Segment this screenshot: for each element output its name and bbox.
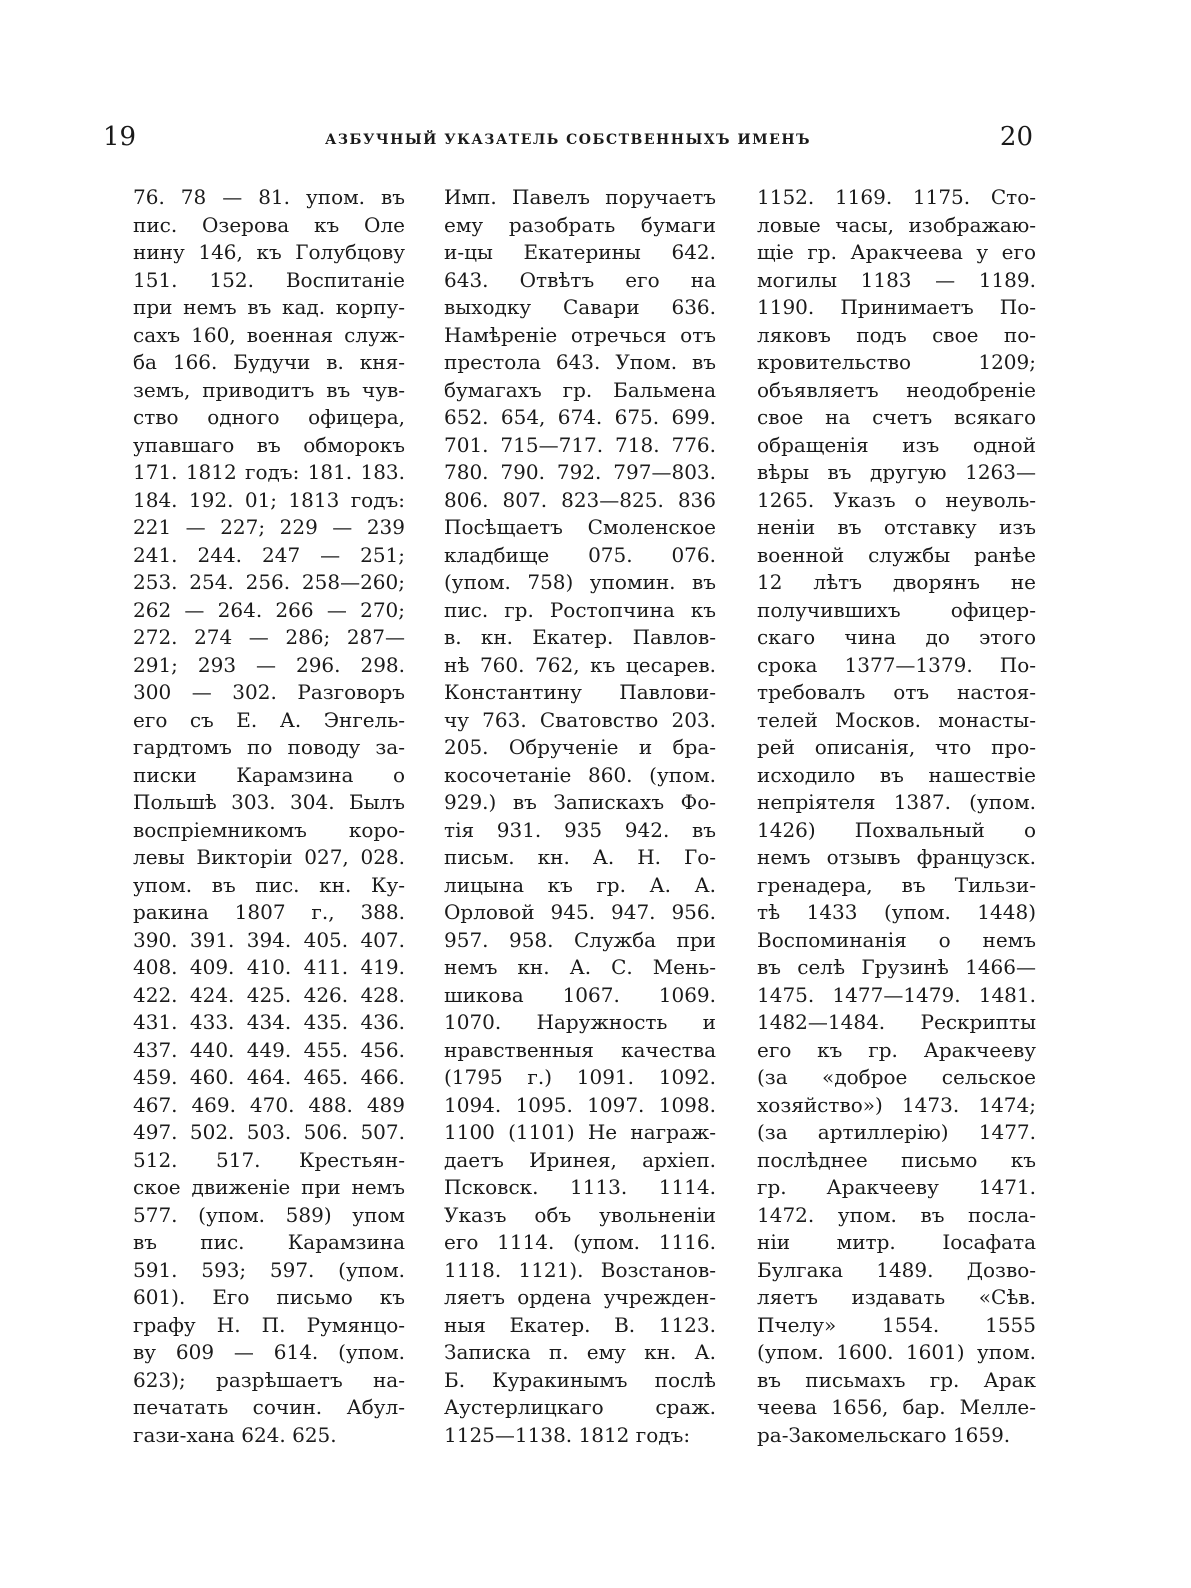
index-line: 497. 502. 503. 506. 507. <box>133 1120 405 1144</box>
index-line: 300 — 302. Разговоръ <box>133 680 405 704</box>
index-line: (за «доброе сельское <box>757 1065 1036 1089</box>
index-line: скаго чина до этого <box>757 625 1036 649</box>
index-line: 1100 (1101) Не награж- <box>444 1120 716 1144</box>
index-line: при немъ въ кад. корпу- <box>133 295 405 319</box>
index-line: 623); разрѣшаетъ на- <box>133 1367 405 1392</box>
index-line: воспріемникомъ коро- <box>133 817 405 842</box>
index-line: 643. Отвѣтъ его на <box>444 267 716 292</box>
index-line: рей описанія, что про- <box>757 735 1036 759</box>
index-line: 1426) Похвальный о <box>757 817 1036 842</box>
page-header <box>103 122 1033 162</box>
index-line: исходило въ нашествіе <box>757 762 1036 787</box>
index-line: гренадера, въ Тильзи- <box>757 872 1036 897</box>
index-line: письм. кн. А. Н. Го- <box>444 845 716 869</box>
index-line: кровительство 1209; <box>757 350 1036 374</box>
index-line: 652. 654, 674. 675. 699. <box>444 405 716 429</box>
index-line: Константину Павлови- <box>444 680 716 704</box>
index-line: левы Викторіи 027, 028. <box>133 845 405 869</box>
index-line: ву 609 — 614. (упом. <box>133 1340 405 1364</box>
index-line: ляетъ издавать «Сѣв. <box>757 1285 1036 1309</box>
index-line: его къ гр. Аракчееву <box>757 1037 1036 1062</box>
index-line: бумагахъ гр. Бальмена <box>444 377 716 402</box>
index-line: (упом. 758) упомин. въ <box>444 570 716 594</box>
index-line: ему разобрать бумаги <box>444 212 716 237</box>
index-line: чеева 1656, бар. Мелле- <box>757 1395 1036 1419</box>
index-line: 431. 433. 434. 435. 436. <box>133 1010 405 1034</box>
index-line: 1094. 1095. 1097. 1098. <box>444 1092 716 1117</box>
index-line: Указъ объ увольненіи <box>444 1202 716 1227</box>
index-line: 408. 409. 410. 411. 419. <box>133 955 405 979</box>
index-line: чу 763. Сватовство 203. <box>444 707 716 732</box>
index-line: Записка п. ему кн. А. <box>444 1340 716 1364</box>
index-line: послѣднее письмо къ <box>757 1147 1036 1172</box>
index-line: в. кн. Екатер. Павлов- <box>444 625 716 649</box>
index-line: пис. Озерова къ Оле <box>133 212 405 237</box>
index-line: тѣ 1433 (упом. 1448) <box>757 900 1036 924</box>
index-line: писки Карамзина о <box>133 762 405 787</box>
index-line: 262 — 264. 266 — 270; <box>133 597 405 622</box>
index-line: 76. 78 — 81. упом. въ <box>133 185 405 209</box>
index-line: земъ, приводитъ въ чув- <box>133 377 405 402</box>
index-line: и-цы Екатерины 642. <box>444 240 716 264</box>
index-line: Аустерлицкаго сраж. <box>444 1395 716 1419</box>
index-line: 221 — 227; 229 — 239 <box>133 515 405 539</box>
running-title: АЗБУЧНЫЙ УКАЗАТЕЛЬ СОБСТВЕННЫХЪ ИМЕНЪ <box>325 132 811 148</box>
index-line: 1475. 1477—1479. 1481. <box>757 982 1036 1007</box>
index-column-3 <box>757 184 1036 1449</box>
index-line: (упом. 1600. 1601) упом. <box>757 1340 1036 1364</box>
index-line: упавшаго въ обморокъ <box>133 432 405 457</box>
index-line: даетъ Иринея, архіеп. <box>444 1147 716 1172</box>
index-line: гардтомъ по поводу за- <box>133 735 405 759</box>
index-line: ловые часы, изображаю- <box>757 212 1036 237</box>
index-line: (за артиллерію) 1477. <box>757 1120 1036 1144</box>
index-line: обращенія изъ одной <box>757 432 1036 457</box>
index-line: получившихъ офицер- <box>757 597 1036 622</box>
index-line: нѣ 760. 762, къ цесарев. <box>444 652 716 677</box>
index-line: 422. 424. 425. 426. 428. <box>133 982 405 1007</box>
index-line: 929.) въ Запискахъ Фо- <box>444 790 716 814</box>
index-line: Булгака 1489. Дозво- <box>757 1257 1036 1282</box>
index-line: лицына къ гр. А. А. <box>444 872 716 897</box>
index-line: 1472. упом. въ посла- <box>757 1202 1036 1227</box>
index-line: Воспоминанія о немъ <box>757 927 1036 952</box>
index-line: Пчелу» 1554. 1555 <box>757 1312 1036 1337</box>
index-line: Орловой 945. 947. 956. <box>444 900 716 924</box>
index-line: 1190. Принимаетъ По- <box>757 295 1036 319</box>
index-line: нину 146, къ Голубцову <box>133 240 405 264</box>
index-line: Намѣреніе отречься отъ <box>444 322 716 347</box>
index-line: въ селѣ Грузинѣ 1466— <box>757 955 1036 979</box>
index-line: 184. 192. 01; 1813 годъ: <box>133 487 405 512</box>
index-line: гази-хана 624. 625. <box>133 1422 337 1447</box>
index-line: упом. въ пис. кн. Ку- <box>133 872 405 897</box>
index-line: Имп. Павелъ поручаетъ <box>444 185 716 209</box>
index-line: въ пис. Карамзина <box>133 1230 405 1254</box>
index-line: 577. (упом. 589) упом <box>133 1202 405 1227</box>
index-line: ракина 1807 г., 388. <box>133 900 405 924</box>
index-line: 1125—1138. 1812 годъ: <box>444 1422 691 1447</box>
index-line: 601). Его письмо къ <box>133 1285 405 1309</box>
index-line: 205. Обрученіе и бра- <box>444 735 716 759</box>
index-line: графу Н. П. Румянцо- <box>133 1312 405 1337</box>
index-line: ныя Екатер. В. 1123. <box>444 1312 716 1337</box>
index-line: 1482—1484. Рескрипты <box>757 1010 1036 1034</box>
index-line: неніи въ отставку изъ <box>757 515 1036 539</box>
index-line: его 1114. (упом. 1116. <box>444 1230 716 1254</box>
index-line: 459. 460. 464. 465. 466. <box>133 1065 405 1089</box>
index-line: 241. 244. 247 — 251; <box>133 542 405 567</box>
index-line: престола 643. Упом. въ <box>444 350 716 374</box>
index-line: ское движеніе при немъ <box>133 1175 405 1199</box>
index-line: 390. 391. 394. 405. 407. <box>133 927 405 952</box>
index-line: 1070. Наружность и <box>444 1010 716 1034</box>
index-line: вѣры въ другую 1263— <box>757 460 1036 484</box>
index-line: требовалъ отъ настоя- <box>757 680 1036 704</box>
index-line: 171. 1812 годъ: 181. 183. <box>133 460 405 484</box>
index-line: ство одного офицера, <box>133 405 405 429</box>
index-line: немъ отзывъ французск. <box>757 845 1036 869</box>
index-line: печатать сочин. Абул- <box>133 1395 405 1419</box>
index-line: военной службы ранѣе <box>757 542 1036 567</box>
index-line: 151. 152. Воспитаніе <box>133 267 405 292</box>
index-line: сахъ 160, военная служ- <box>133 322 405 347</box>
index-line: 253. 254. 256. 258—260; <box>133 570 405 594</box>
page-number-left: 19 <box>103 122 137 152</box>
index-line: телей Москов. монасты- <box>757 707 1036 732</box>
index-line: 1152. 1169. 1175. Сто- <box>757 185 1036 209</box>
index-line: Псковск. 1113. 1114. <box>444 1175 716 1199</box>
index-line: (1795 г.) 1091. 1092. <box>444 1065 716 1089</box>
index-line: косочетаніе 860. (упом. <box>444 762 716 787</box>
index-line: ляетъ ордена учрежден- <box>444 1285 716 1309</box>
index-line: свое на счетъ всякаго <box>757 405 1036 429</box>
index-line: 1118. 1121). Возстанов- <box>444 1257 716 1282</box>
index-line: ніи митр. Іосафата <box>757 1230 1036 1254</box>
index-line: 806. 807. 823—825. 836 <box>444 487 716 512</box>
index-body <box>133 184 1036 1484</box>
index-line: 701. 715—717. 718. 776. <box>444 432 716 457</box>
index-line: 12 лѣтъ дворянъ не <box>757 570 1036 594</box>
index-line: 467. 469. 470. 488. 489 <box>133 1092 405 1117</box>
index-line: выходку Савари 636. <box>444 295 716 319</box>
index-column-1 <box>133 184 405 1449</box>
index-line: шикова 1067. 1069. <box>444 982 716 1007</box>
index-line: немъ кн. А. С. Мень- <box>444 955 716 979</box>
index-line: могилы 1183 — 1189. <box>757 267 1036 292</box>
index-line: ляковъ подъ свое по- <box>757 322 1036 347</box>
index-line: ба 166. Будучи в. кня- <box>133 350 405 374</box>
index-line: въ письмахъ гр. Арак <box>757 1367 1036 1392</box>
index-column-2 <box>444 184 716 1449</box>
index-line: 512. 517. Крестьян- <box>133 1147 405 1172</box>
index-line: объявляетъ неодобреніе <box>757 377 1036 402</box>
index-line: 780. 790. 792. 797—803. <box>444 460 716 484</box>
index-line: ра-Закомельскаго 1659. <box>757 1422 1011 1447</box>
index-line: Польшѣ 303. 304. Былъ <box>133 790 405 814</box>
page-number-right: 20 <box>999 122 1033 152</box>
index-line: щіе гр. Аракчеева у его <box>757 240 1036 264</box>
index-line: 437. 440. 449. 455. 456. <box>133 1037 405 1062</box>
index-line: Б. Куракинымъ послѣ <box>444 1367 716 1392</box>
index-line: 272. 274 — 286; 287— <box>133 625 405 649</box>
index-line: 591. 593; 597. (упом. <box>133 1257 405 1282</box>
index-line: Посѣщаетъ Смоленское <box>444 515 716 539</box>
index-line: тія 931. 935 942. въ <box>444 817 716 842</box>
index-line: 1265. Указъ о неуволь- <box>757 487 1036 512</box>
index-line: срока 1377—1379. По- <box>757 652 1036 677</box>
index-line: гр. Аракчееву 1471. <box>757 1175 1036 1199</box>
index-line: кладбище 075. 076. <box>444 542 716 567</box>
index-line: хозяйство») 1473. 1474; <box>757 1092 1036 1117</box>
index-line: 291; 293 — 296. 298. <box>133 652 405 677</box>
index-line: пис. гр. Ростопчина къ <box>444 597 716 622</box>
index-line: его съ Е. А. Энгель- <box>133 707 405 732</box>
index-line: 957. 958. Служба при <box>444 927 716 952</box>
index-line: непріятеля 1387. (упом. <box>757 790 1036 814</box>
index-line: нравственныя качества <box>444 1037 716 1062</box>
